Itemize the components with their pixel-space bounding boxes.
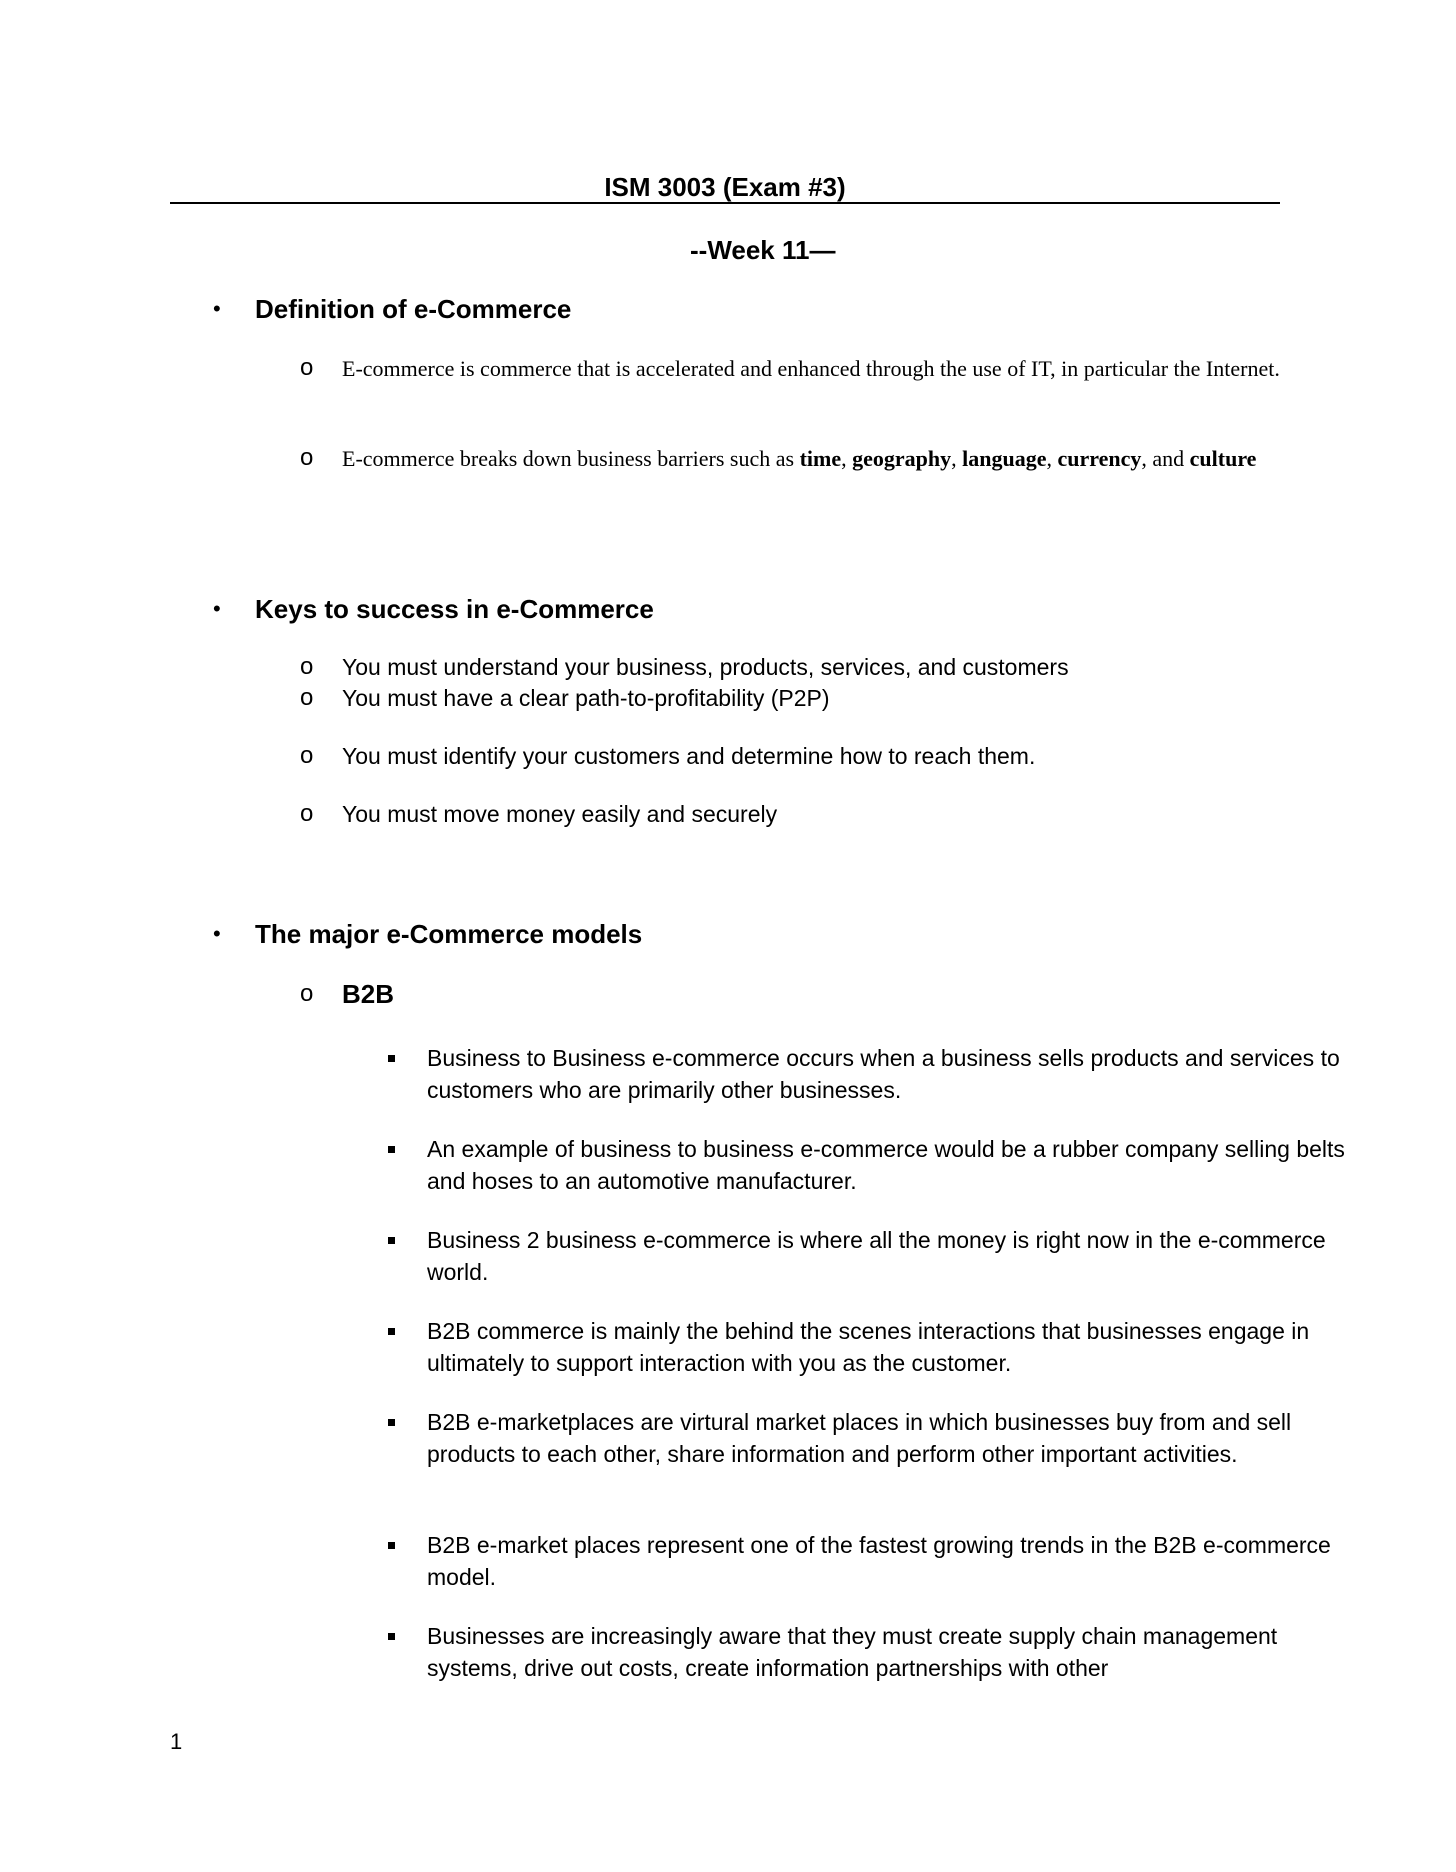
definition-item-1: E-commerce is commerce that is accelerated and enhanced through the use of IT, in particular the Internet.	[342, 356, 1280, 381]
term-currency: currency	[1057, 446, 1142, 471]
term-culture: culture	[1189, 446, 1257, 471]
b2b-heading: B2B	[342, 979, 395, 1009]
circle-bullet-icon: o	[300, 653, 314, 680]
square-bullet-icon	[388, 1237, 395, 1244]
term-time: time	[799, 446, 842, 471]
keys-item-4: You must move money easily and securely	[342, 801, 778, 827]
square-bullet-icon	[388, 1633, 395, 1640]
b2b-point-6: B2B e-market places represent one of the fastest growing trends in the B2B e-commerce model.	[427, 1532, 1331, 1590]
square-bullet-icon	[388, 1328, 395, 1335]
definition-item-2: E-commerce breaks down business barriers such as time, geography, language, currency, and culture	[342, 446, 1257, 471]
section-heading-models: The major e-Commerce models	[255, 919, 643, 949]
square-bullet-icon	[388, 1542, 395, 1549]
bullet-icon: •	[213, 921, 221, 946]
circle-bullet-icon: o	[300, 354, 314, 381]
title-underline	[170, 202, 1280, 204]
keys-item-3: You must identify your customers and determine how to reach them.	[342, 743, 1036, 769]
document-title: ISM 3003 (Exam #3)	[604, 172, 846, 202]
circle-bullet-icon: o	[300, 444, 314, 471]
keys-item-2: You must have a clear path-to-profitability (P2P)	[342, 685, 830, 711]
keys-item-1: You must understand your business, products, services, and customers	[342, 654, 1069, 680]
section-heading-definition: Definition of e-Commerce	[255, 294, 572, 324]
barriers-prefix: E-commerce breaks down business barriers such as	[342, 446, 800, 471]
b2b-point-2: An example of business to business e-commerce would be a rubber company selling belts and hoses to an automotive manufacturer.	[427, 1136, 1345, 1194]
square-bullet-icon	[388, 1055, 395, 1062]
page-number: 1	[170, 1729, 183, 1754]
circle-bullet-icon: o	[300, 684, 314, 711]
and-word: and	[1152, 446, 1185, 471]
circle-bullet-icon: o	[300, 742, 314, 769]
circle-bullet-icon: o	[300, 800, 314, 827]
b2b-point-3: Business 2 business e-commerce is where all the money is right now in the e-commerce world.	[427, 1227, 1326, 1285]
bullet-icon: •	[213, 596, 221, 621]
b2b-point-7: Businesses are increasingly aware that they must create supply chain management systems, drive out costs, create information partnerships with other	[427, 1623, 1278, 1681]
square-bullet-icon	[388, 1146, 395, 1153]
week-heading: --Week 11—	[690, 235, 836, 265]
bullet-icon: •	[213, 296, 221, 321]
b2b-point-4: B2B commerce is mainly the behind the scenes interactions that businesses engage in ultimately to support interaction with you as the customer.	[427, 1318, 1310, 1376]
term-geography: geography	[852, 446, 952, 471]
b2b-point-5: B2B e-marketplaces are virtural market places in which businesses buy from and sell products to each other, share information and perform other important activities.	[427, 1409, 1292, 1467]
term-language: language	[962, 446, 1047, 471]
section-heading-keys: Keys to success in e-Commerce	[255, 594, 654, 624]
circle-bullet-icon: o	[300, 980, 314, 1007]
b2b-point-1: Business to Business e-commerce occurs when a business sells products and services to customers who are primarily other businesses.	[427, 1045, 1340, 1103]
square-bullet-icon	[388, 1419, 395, 1426]
